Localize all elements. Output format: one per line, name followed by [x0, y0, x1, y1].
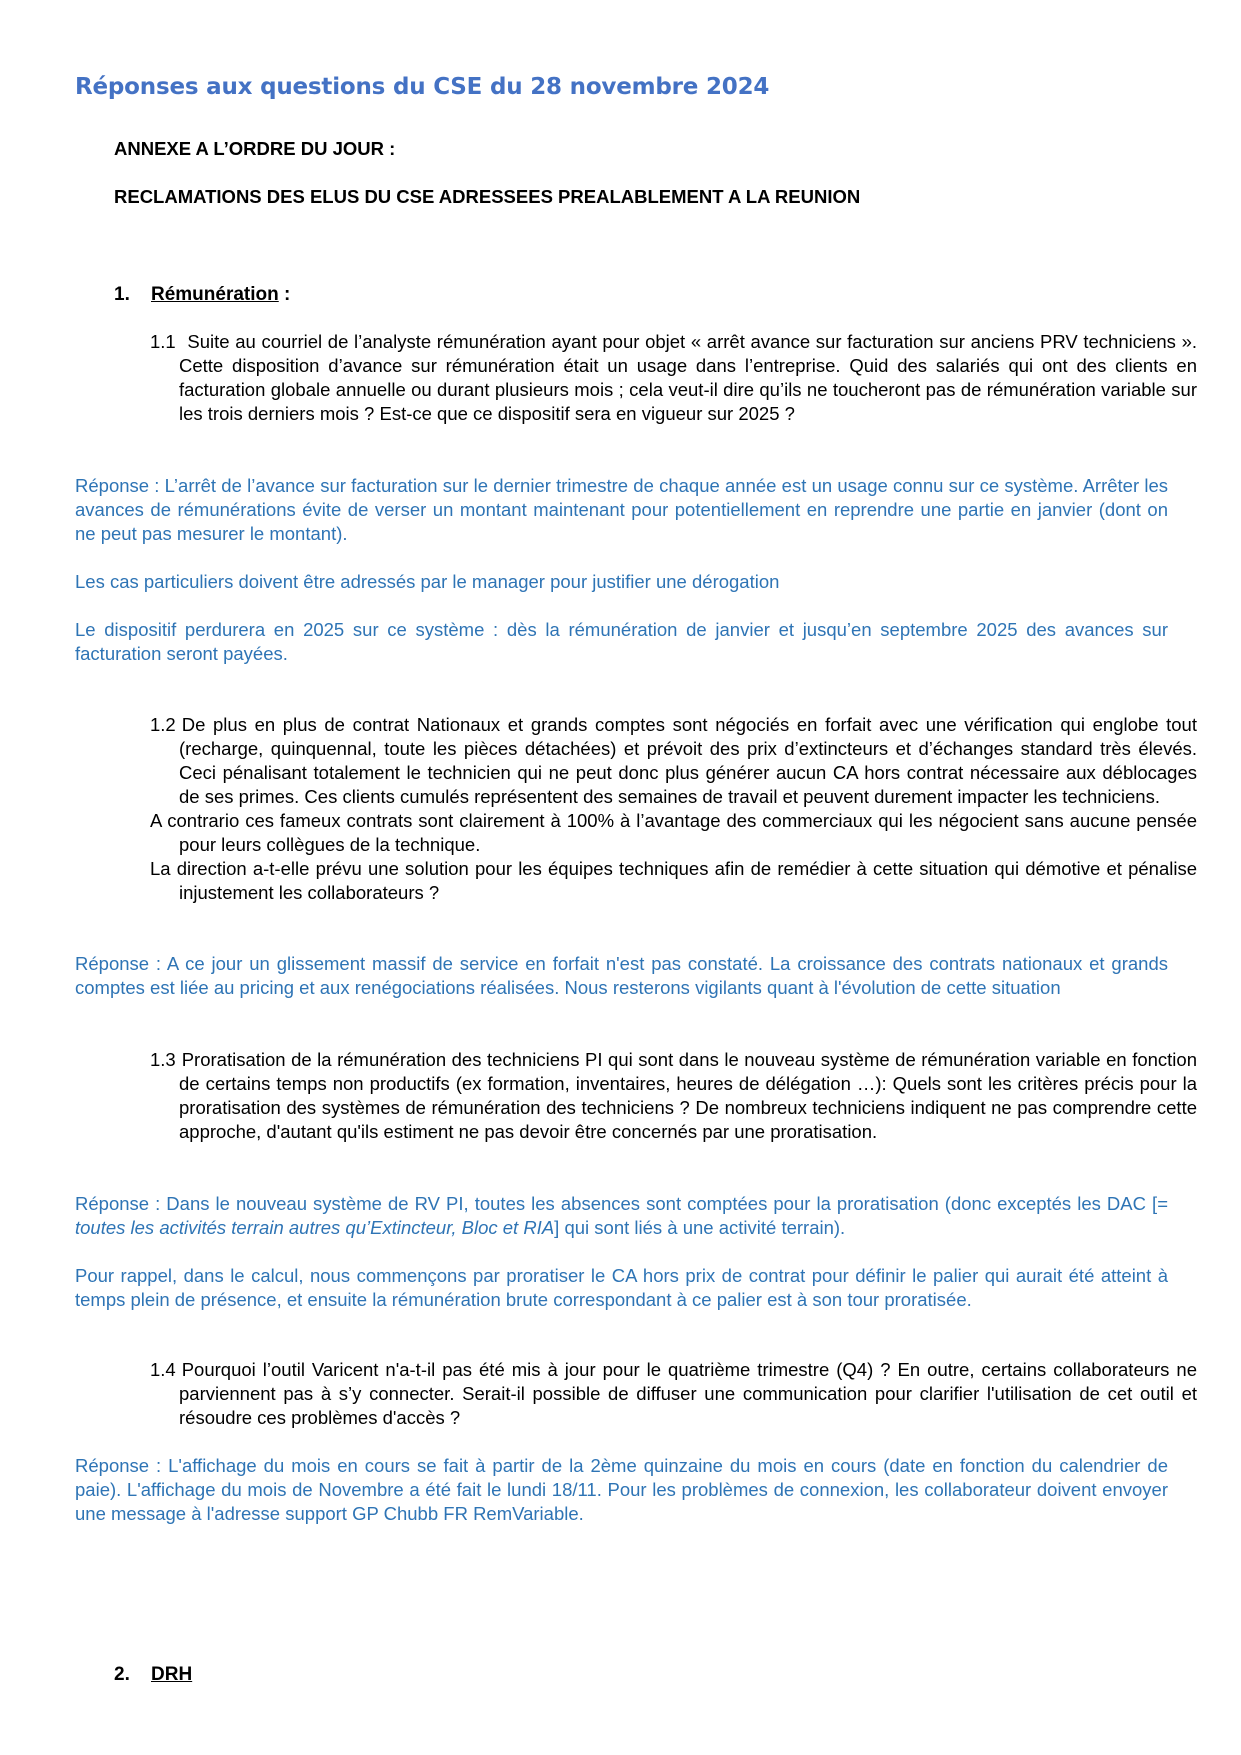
question-number: 1.1	[150, 331, 176, 352]
answer-text-end: ] qui sont liés à une activité terrain).	[554, 1217, 846, 1238]
section-remuneration	[114, 284, 290, 306]
question-text: Suite au courriel de l’analyste rémunération ayant pour objet « arrêt avance sur facturation sur anciens PRV techniciens ». Cette disposition d’avance sur rémunération était un usage dans l’entreprise. Quid des salariés qui ont des clients en facturation globale annuelle ou durant plusieurs mois ; cela veut-il dire qu’ils ne toucheront pas de rémunération variable sur les trois derniers mois ? Est-ce que ce dispositif sera en vigueur sur 2025 ?	[179, 331, 1198, 424]
answer-1-2: Réponse : A ce jour un glissement massif de service en forfait n'est pas constaté. La croissance des contrats nationaux et grands comptes est liée au pricing et aux renégociations réalisées. Nous resterons vigilants quant à l'évolution de cette situation	[75, 953, 1168, 998]
section-number: 1.	[114, 284, 130, 305]
question-number: 1.2	[150, 714, 176, 735]
question-number: 1.3	[150, 1049, 176, 1070]
question-1-3	[150, 1048, 1197, 1144]
question-text: Pourquoi l’outil Varicent n'a-t-il pas été mis à jour pour le quatrième trimestre (Q4) ? En outre, certains collaborateurs ne parviennent pas à s’y connecter. Serait-il possible de diffuser une communication pour clarifier l'utilisation de cet outil et résoudre ces problèmes d'accès ?	[179, 1359, 1197, 1428]
question-number: 1.4	[150, 1359, 176, 1380]
heading-reclamations: RECLAMATIONS DES ELUS DU CSE ADRESSEES PREALABLEMENT A LA REUNION	[114, 186, 861, 207]
section-drh	[114, 1664, 192, 1686]
answer-1-1-paragraph-3: Le dispositif perdurera en 2025 sur ce système : dès la rémunération de janvier et jusqu’en septembre 2025 des avances sur facturation seront payées.	[75, 619, 1168, 664]
answer-italic-text: toutes les activités terrain autres qu’Extincteur, Bloc et RIA	[75, 1217, 555, 1238]
answer-1-1-paragraph-1: Réponse : L’arrêt de l’avance sur facturation sur le dernier trimestre de chaque année est un usage connu sur ce système. Arrêter les avances de rémunérations évite de verser un montant maintenant pour potentiellement en reprendre une partie en janvier (dont on ne peut pas mesurer le montant).	[75, 475, 1168, 544]
answer-1-3-paragraph-2: Pour rappel, dans le calcul, nous commençons par proratiser le CA hors prix de contrat pour définir le palier qui aurait été atteint à temps plein de présence, et ensuite la rémunération brute correspondant à ce palier est à son tour proratisée.	[75, 1265, 1168, 1310]
document-title: Réponses aux questions du CSE du 28 novembre 2024	[75, 74, 770, 100]
section-label: Rémunération	[151, 284, 279, 305]
question-text-2: A contrario ces fameux contrats sont clairement à 100% à l’avantage des commerciaux qui les négocient sans aucune pensée pour leurs collègues de la technique.	[150, 810, 1197, 855]
question-text-1: De plus en plus de contrat Nationaux et grands comptes sont négociés en forfait avec une vérification qui englobe tout (recharge, quinquennal, toute les pièces détachées) et prévoit des prix d’extincteurs et d’échanges standard très élevés. Ceci pénalisant totalement le technicien qui ne peut donc plus générer aucun CA hors contrat nécessaire aux déblocages de ses primes. Ces clients cumulés représentent des semaines de travail et peuvent durement impacter les techniciens.	[179, 714, 1197, 807]
question-1-4	[150, 1358, 1197, 1430]
question-text-3: La direction a-t-elle prévu une solution pour les équipes techniques afin de remédier à cette situation qui démotive et pénalise injustement les collaborateurs ?	[150, 858, 1197, 903]
answer-1-3-paragraph-1	[75, 1192, 1168, 1240]
answer-text: Réponse : Dans le nouveau système de RV PI, toutes les absences sont comptées pour la proratisation (donc exceptés les DAC [=	[75, 1193, 1168, 1214]
question-1-1	[150, 330, 1197, 426]
section-number: 2.	[114, 1664, 130, 1685]
heading-annexe: ANNEXE A L’ORDRE DU JOUR :	[114, 138, 396, 159]
section-label: DRH	[151, 1664, 193, 1685]
section-suffix: :	[278, 284, 291, 305]
question-1-2	[150, 713, 1197, 905]
question-text: Proratisation de la rémunération des techniciens PI qui sont dans le nouveau système de rémunération variable en fonction de certains temps non productifs (ex formation, inventaires, heures de délégation …): Quels sont les critères précis pour la proratisation des systèmes de rémunération des techniciens ? De nombreux techniciens indiquent ne pas comprendre cette approche, d'autant qu'ils estiment ne pas devoir être concernés par une proratisation.	[179, 1049, 1197, 1142]
answer-1-4: Réponse : L'affichage du mois en cours se fait à partir de la 2ème quinzaine du mois en cours (date en fonction du calendrier de paie). L'affichage du mois de Novembre a été fait le lundi 18/11. Pour les problèmes de connexion, les collaborateur doivent envoyer une message à l'adresse support GP Chubb FR RemVariable.	[75, 1455, 1168, 1524]
answer-1-1-paragraph-2: Les cas particuliers doivent être adressés par le manager pour justifier une dérogation	[75, 571, 780, 592]
